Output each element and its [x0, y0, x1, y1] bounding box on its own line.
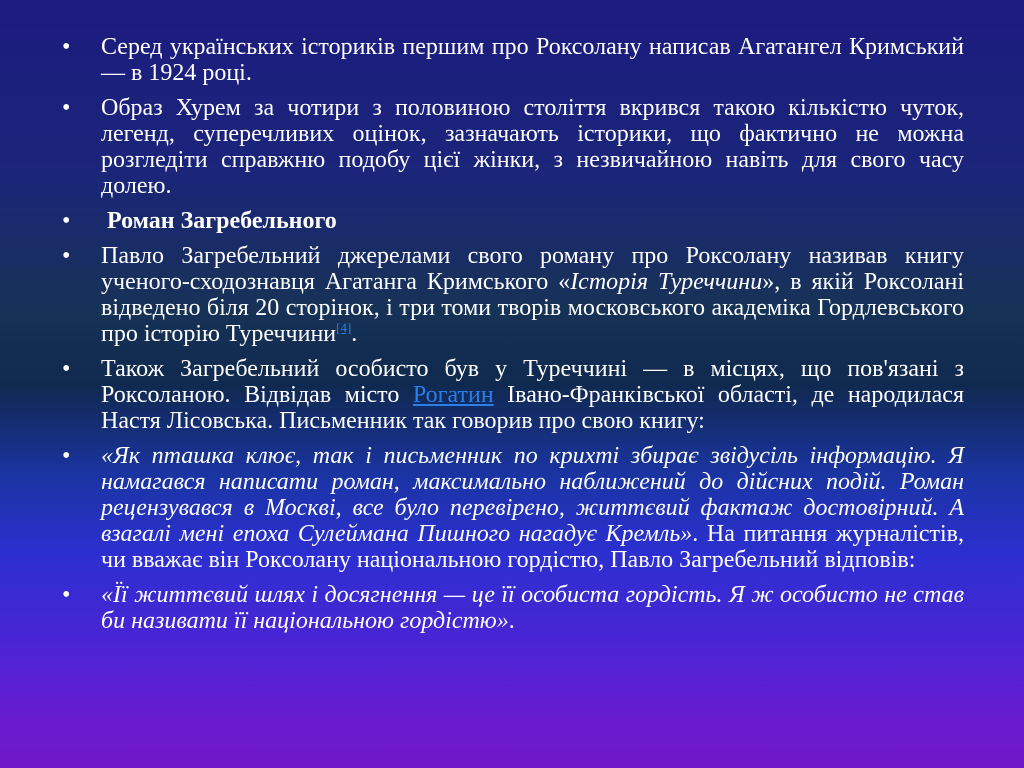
bullet-marker: •: [62, 208, 71, 234]
bullet-marker: •: [62, 95, 71, 121]
bullet-marker: •: [62, 34, 71, 60]
bullet-item-2: [62, 95, 964, 199]
item-text-after: .: [508, 608, 515, 634]
quote-text: «Як пташка клює, так і письменник по крихті збирає звідусіль інформацію. Я намагався написати роман, максимально наближений до дійсних подій. Роман рецензувався в Москві, все було перевірено, життєвий фактаж достовірний. А взагалі мені епоха Сулеймана Пишного нагадує Кремль»: [101, 443, 964, 547]
item-text-part2: », в якій Роксолані відведено біля 20 сторінок, і три томи творів московського академіка Гордлевського про історію Туреччини: [101, 269, 964, 347]
bullet-marker: •: [62, 243, 71, 269]
item-text: Образ Хурем за чотири з половиною століття вкрився такою кількістю чуток, легенд, суперечливих оцінок, зазначають історики, що фактично не можна розгледіти справжню подобу цієї жінки, з незвичайною навіть для свого часу долею.: [101, 95, 964, 199]
item-text-part1: Також Загребельний особисто був у Туреччині — в місцях, що пов'язані з Роксоланою. Відвідав місто: [101, 356, 964, 408]
footnote-ref-link[interactable]: [4]: [336, 320, 352, 335]
quote-text: «Її життєвий шлях і досягнення — це її особиста гордість. Я ж особисто не став би називати її національною гордістю»: [101, 582, 964, 634]
bullet-marker: •: [62, 582, 71, 608]
slide-body: [62, 34, 964, 643]
item-text-after: . На питання журналістів, чи вважає він Роксолану національною гордістю, Павло Загребельний відповів:: [101, 521, 965, 573]
bullet-marker: •: [62, 356, 71, 382]
item-text-part2: Івано-Франківської області, де народилася Настя Лісовська. Письменник так говорив про свою книгу:: [101, 382, 964, 434]
bullet-item-7: [62, 582, 964, 634]
bullet-item-1: [62, 34, 964, 86]
rohatyn-link[interactable]: Рогатин: [412, 382, 494, 408]
section-heading: Роман Загребельного: [107, 208, 337, 234]
item-text-part1: Павло Загребельний джерелами свого роману про Роксолану називав книгу ученого-сходознавця Агатанга Кримського «: [101, 243, 964, 295]
bullet-item-4: [62, 243, 964, 347]
item-text-end: .: [351, 321, 358, 347]
bullet-item-5: [62, 356, 964, 434]
bullet-marker: •: [62, 443, 71, 469]
item-text: Серед українських істориків першим про Роксолану написав Агатангел Кримський — в 1924 році.: [101, 34, 964, 86]
bullet-item-6: [62, 443, 964, 573]
book-title: Історія Туреччини: [570, 269, 763, 295]
bullet-item-heading: [62, 208, 964, 234]
